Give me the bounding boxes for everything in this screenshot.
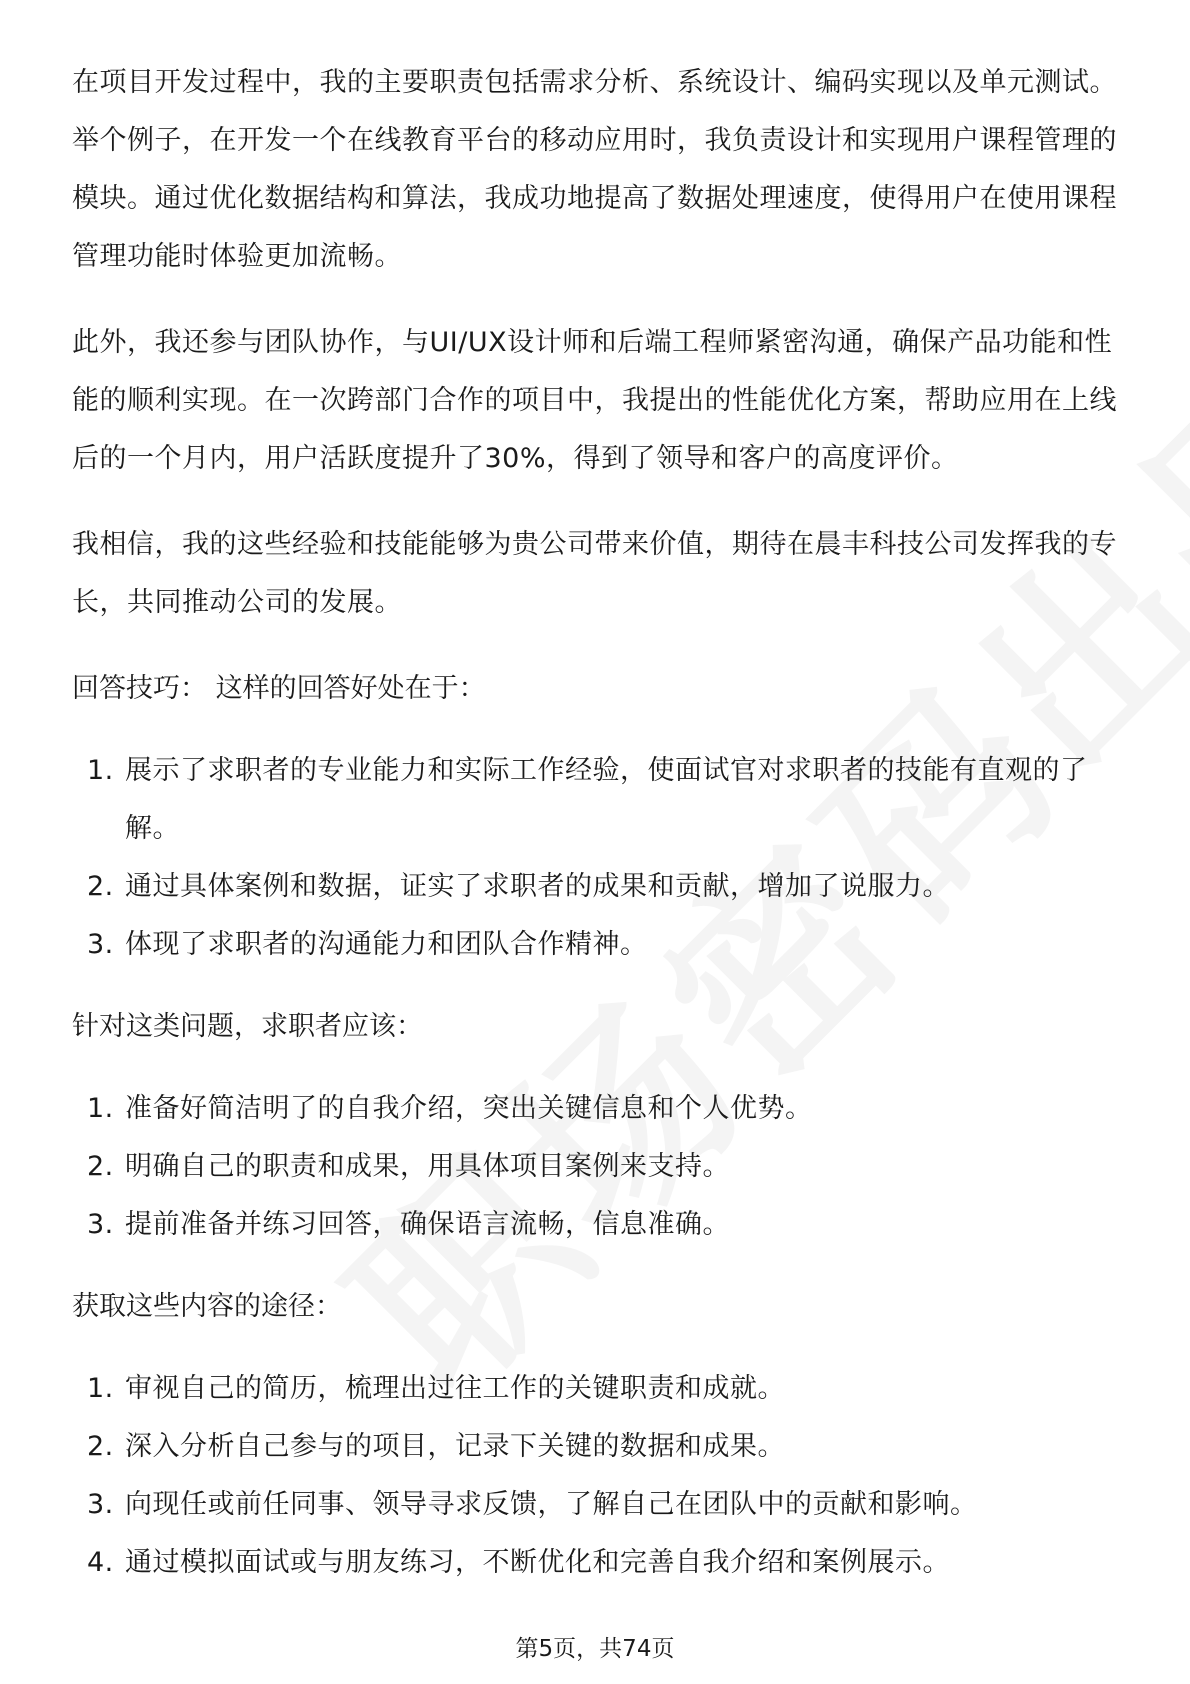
list-item: 2. 通过具体案例和数据，证实了求职者的成果和贡献，增加了说服力。: [87, 871, 950, 902]
document-body: [72, 54, 1122, 1616]
tips-list: [72, 742, 1122, 974]
advice-list: [72, 1080, 1122, 1254]
list-item: 1. 展示了求职者的专业能力和实际工作经验，使面试官对求职者的技能有直观的了解。: [87, 755, 1088, 844]
page-number: 第5页，共74页: [515, 1636, 675, 1662]
list-item: 2. 明确自己的职责和成果，用具体项目案例来支持。: [87, 1151, 730, 1182]
tips-heading: 回答技巧： 这样的回答好处在于：: [72, 673, 486, 704]
sources-heading: 获取这些内容的途径：: [72, 1291, 342, 1322]
list-item: 3. 体现了求职者的沟通能力和团队合作精神。: [87, 929, 648, 960]
list-item: 1. 审视自己的简历，梳理出过往工作的关键职责和成就。: [87, 1373, 785, 1404]
paragraph-conclusion: 我相信，我的这些经验和技能能够为贵公司带来价值，期待在晨丰科技公司发挥我的专长，共同推动公司的发展。: [72, 529, 1117, 618]
advice-heading: 针对这类问题，求职者应该：: [72, 1011, 423, 1042]
list-item: 3. 向现任或前任同事、领导寻求反馈，了解自己在团队中的贡献和影响。: [87, 1489, 978, 1520]
sources-list: [72, 1360, 1122, 1592]
paragraph-responsibilities: 在项目开发过程中，我的主要职责包括需求分析、系统设计、编码实现以及单元测试。举个例子，在开发一个在线教育平台的移动应用时，我负责设计和实现用户课程管理的模块。通过优化数据结构和算法，我成功地提高了数据处理速度，使得用户在使用课程管理功能时体验更加流畅。: [72, 67, 1117, 272]
list-item: 1. 准备好简洁明了的自我介绍，突出关键信息和个人优势。: [87, 1093, 813, 1124]
list-item: 2. 深入分析自己参与的项目，记录下关键的数据和成果。: [87, 1431, 785, 1462]
list-item: 4. 通过模拟面试或与朋友练习，不断优化和完善自我介绍和案例展示。: [87, 1547, 950, 1578]
paragraph-teamwork: 此外，我还参与团队协作，与UI/UX设计师和后端工程师紧密沟通，确保产品功能和性能的顺利实现。在一次跨部门合作的项目中，我提出的性能优化方案，帮助应用在上线后的一个月内，用户活跃度提升了30%，得到了领导和客户的高度评价。: [72, 327, 1117, 474]
list-item: 3. 提前准备并练习回答，确保语言流畅，信息准确。: [87, 1209, 730, 1240]
